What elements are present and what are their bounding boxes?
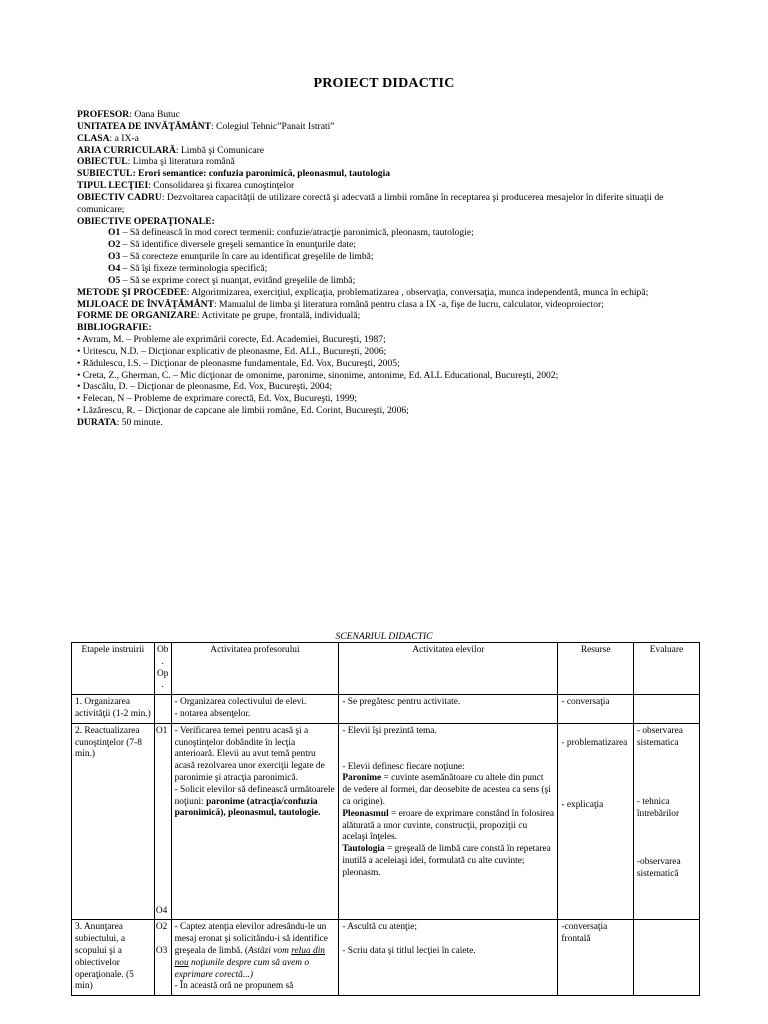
objective-o2: O2 – Să identifice diversele greşeli semantice în enunţurile date;	[108, 239, 357, 251]
metode-line: METODE ŞI PROCEDEE: Algoritmizarea, exerciţiul, explicaţia, problematizarea , observaţia, conversaţia, munca independentă, munca în echipă;	[77, 286, 649, 298]
bibliography-item: • Dascălu, D. – Dicţionar de pleonasme, Ed. Vox, Bucureşti, 2004;	[77, 381, 333, 393]
forme-line: FORME DE ORGANIZARE: Activitate pe grupe, frontală, individuală;	[77, 310, 361, 322]
objective-o1: O1 – Să definească în mod corect termenii: confuzie/atracţie paronimică, pleonasm, tautologie;	[108, 227, 474, 239]
table-row	[72, 695, 700, 724]
row1-etapa: 1. Organizarea activităţii (1-2 min.)	[72, 695, 155, 724]
row3-etapa: 3. Anunţarea subiectului, a scopului şi a obiectivelor operaţionale. (5 min)	[72, 920, 155, 996]
clasa-line: CLASA: a IX-a	[77, 132, 139, 144]
bibliography-item: • Creta, Z., Gherman, C. – Mic dicţionar de omonime, paronime, sinonime, antonime, Ed. ALL Educational, Bucureşti, 2002;	[77, 369, 559, 381]
profesor-line: PROFESOR: Oana Butuc	[77, 109, 180, 120]
table-row	[72, 723, 700, 920]
bibliography-item: • Felecan, N – Probleme de exprimare corectă, Ed. Vox, Bucureşti, 1999;	[77, 393, 358, 405]
bibliografie-heading: BIBLIOGRAFIE:	[77, 322, 152, 334]
objective-o3: O3 – Să corecteze enunţurile în care au identificat greşelile de limbă;	[108, 251, 374, 263]
subiect-line: SUBIECTUL: Erori semantice: confuzia paronimică, pleonasmul, tautologia	[77, 168, 391, 180]
row2-profesor: - Verificarea temei pentru acasă şi a cunoştinţelor dobândite în lecţia anterioară. Elevii au avut temă pentru acasă rezolvarea unor exerciţii legate de paronimie şi atracţia paronimică. - Solicit elevilor să definească următoarele noţiuni: paronime (atracţia/confuzia paronimică), pleonasmul, tautologie.	[171, 723, 339, 920]
operationale-heading: OBIECTIVE OPERAŢIONALE:	[77, 215, 215, 227]
column-header-profesor: Activitatea profesorului	[171, 643, 339, 695]
bibliography-item: • Rădulescu, I.S. – Dicţionar de pleonasme fundamentale, Ed. Vox, Bucureşti, 2005;	[77, 357, 400, 369]
row1-profesor: - Organizarea colectivului de elevi. - notarea absenţelor.	[171, 695, 339, 724]
table-header-row	[72, 643, 700, 695]
durata-line: DURATA: 50 minute.	[77, 416, 163, 428]
scenario-table	[71, 642, 700, 996]
row1-ob	[154, 695, 171, 724]
row2-etapa: 2. Reactualizarea cunoştinţelor (7-8 min.)	[72, 723, 155, 920]
row3-profesor: - Captez atenţia elevilor adresându-le un mesaj eronat şi solicitându-i să identifice greşeala de limbă. (Astăzi vom relua din nou noţiunile despre cum să avem o exprimare corectă...) - În această oră ne propunem să	[171, 920, 339, 996]
row1-evaluare	[633, 695, 699, 724]
unitate-line: UNITATEA DE INVĂŢĂMÂNT: Colegiul Tehnic”Panait Istrati”	[77, 120, 335, 132]
row3-elevi: - Ascultă cu atenţie; - Scriu data şi titlul lecţiei în caiete.	[339, 920, 558, 996]
page-title: PROIECT DIDACTIC	[313, 76, 455, 91]
obiect-line: OBIECTUL: Limba şi literatura română	[77, 156, 235, 168]
bibliography-item: • Uritescu, N.D. – Dicţionar explicativ de pleonasme, Ed. ALL, Bucureşti, 2006;	[77, 345, 387, 357]
column-header-elevi: Activitatea elevilor	[339, 643, 558, 695]
column-header-resurse: Resurse	[558, 643, 633, 695]
row3-evaluare	[633, 920, 699, 996]
aria-line: ARIA CURRICULARĂ: Limbă şi Comunicare	[77, 144, 265, 156]
row2-ob: O1 O4	[154, 723, 171, 920]
bibliography-item: • Avram, M. – Probleme ale exprimării corecte, Ed. Academiei, Bucureşti, 1987;	[77, 334, 386, 346]
lesson-header	[77, 109, 689, 429]
mijloace-line: MIJLOACE DE ÎNVĂŢĂMÂNT: Manualul de limba şi literatura română pentru clasa a IX -a, fişe de lucru, calculator, videoproiector;	[77, 298, 604, 310]
scenario-title: SCENARIUL DIDACTIC	[335, 631, 433, 642]
row3-resurse: -conversaţia frontală	[558, 920, 633, 996]
row2-elevi: - Elevii îşi prezintă tema. - Elevii definesc fiecare noţiune: Paronime = cuvinte asemănătoare cu altele din punct de vedere al formei, dar deosebite de acestea ca sens (şi ca origine). Pleonasmul = eroare de exprimare constând în folosirea alăturată a unor cuvinte, construcţii, propoziţii cu acelaşi înţeles. Tautologia = greşeală de limbă care constă în repetarea inutilă a aceleiaşi idei, formulată cu alte cuvinte; pleonasm.	[339, 723, 558, 920]
objective-o4: O4 – Să îşi fixeze terminologia specifică;	[108, 262, 268, 274]
table-row	[72, 920, 700, 996]
column-header-etape: Etapele instruirii	[72, 643, 155, 695]
row3-ob: O2 O3	[154, 920, 171, 996]
row2-resurse: - problematizarea - explicaţia	[558, 723, 633, 920]
column-header-ob: Ob . Op .	[154, 643, 171, 695]
column-header-evaluare: Evaluare	[633, 643, 699, 695]
row2-evaluare: - observarea sistematica - tehnica întrebărilor -observarea sistematică	[633, 723, 699, 920]
row1-resurse: - conversaţia	[558, 695, 633, 724]
row1-elevi: - Se pregătesc pentru activitate.	[339, 695, 558, 724]
cadru-line: OBIECTIV CADRU: Dezvoltarea capacităţii de utilizare corectă şi adecvată a limbii române în receptarea şi producerea mesajelor în diferite situaţii de comunicare;	[77, 191, 664, 215]
objective-o5: O5 – Să se exprime corect şi nuanţat, evitând greşelile de limbă;	[108, 274, 356, 286]
tip-line: TIPUL LECŢIEI: Consolidarea şi fixarea cunoştinţelor	[77, 180, 295, 192]
bibliography-item: • Lăzărescu, R. – Dicţionar de capcane ale limbii române, Ed. Corint, Bucureşti, 2006;	[77, 405, 409, 417]
